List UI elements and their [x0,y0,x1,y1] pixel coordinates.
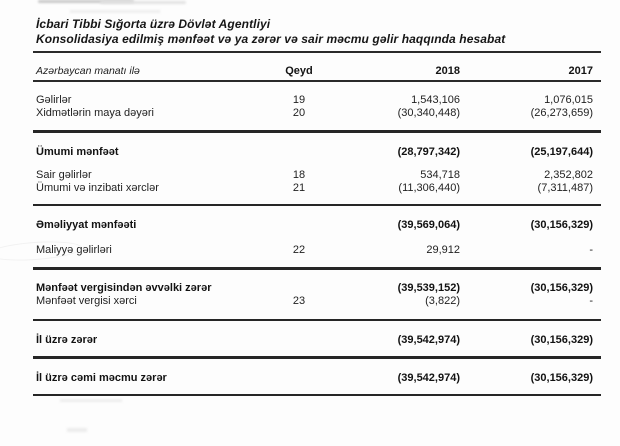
row-value-2018: (30,340,448) [397,107,460,119]
row-value-2018: (11,306,440) [398,181,460,194]
column-header-2017: 2017 [568,65,593,77]
row-value-2017: (7,311,487) [537,181,593,194]
section-divider [33,356,601,359]
table-row-finance-income [36,244,593,257]
row-value-2018: (39,539,152) [397,281,460,294]
table-row-total-comprehensive-loss [36,372,593,385]
table-row-other-income [36,169,593,182]
document-title: İcbari Tibbi Sığorta üzrə Dövlət Agentliyi [36,17,271,31]
row-value-2018: (39,569,064) [397,219,460,231]
table-row-loss-for-year [36,334,593,347]
row-label: Mənfəət vergisi xərci [36,294,137,307]
row-note [271,146,327,159]
row-label: Sair gəlirlər [36,168,92,181]
row-label: İl üzrə zərər [36,334,98,346]
row-value-2017: (30,156,329) [530,281,593,294]
table-header-row [36,65,593,78]
row-value-2018: (3,822) [425,294,460,307]
row-label: Ümumi və inzibati xərclər [36,181,159,194]
section-divider [33,319,601,322]
scan-artifact [60,399,122,402]
row-value-2017: (30,156,329) [530,371,593,384]
table-row-revenue [36,94,593,107]
row-label: Gəlirlər [36,94,72,106]
row-note: 20 [292,107,306,119]
column-header-2018: 2018 [435,65,460,77]
row-value-2017: (30,156,329) [530,334,593,346]
row-note [271,334,327,347]
table-row-operating-profit [36,219,593,232]
table-row-income-tax-expense [36,295,593,308]
table-row-admin-expenses [36,182,593,195]
row-value-2017: - [589,294,593,307]
row-value-2018: (28,797,342) [397,145,460,158]
row-label: Mənfəət vergisindən əvvəlki zərər [36,281,212,294]
scan-artifact [67,428,87,432]
column-header-currency: Azərbaycan manatı ilə [36,65,140,77]
row-value-2017: 2,352,802 [544,168,593,181]
row-value-2017: (25,197,644) [530,145,593,158]
row-value-2018: 29,912 [426,244,460,256]
row-note: 21 [292,181,306,194]
row-value-2018: 1,543,106 [411,94,460,106]
row-note: 23 [292,294,306,307]
section-divider [33,204,601,207]
column-header-note: Qeyd [285,65,313,77]
row-value-2017: - [589,244,593,256]
document-subtitle: Konsolidasiya edilmiş mənfəət və ya zərər və sair məcmu gəlir haqqında hesabat [36,31,506,46]
row-label: İl üzrə cəmi məcmu zərər [36,371,167,384]
row-value-2017: (30,156,329) [530,219,593,231]
row-note [271,219,327,232]
table-row-gross-profit [36,146,593,159]
row-note: 18 [292,168,306,181]
row-value-2018: 534,718 [420,168,460,181]
row-value-2018: (39,542,974) [397,334,460,346]
title-divider [33,51,601,53]
table-row-loss-before-tax [36,282,593,295]
row-note [271,372,327,385]
row-value-2017: 1,076,015 [544,94,593,106]
section-divider [33,267,601,270]
bottom-divider [33,394,601,397]
row-note: 19 [292,94,306,106]
row-value-2017: (26,273,659) [530,107,593,119]
row-value-2018: (39,542,974) [397,371,460,384]
row-label: Əməliyyat mənfəəti [36,219,137,231]
row-label: Maliyyə gəlirləri [36,244,112,256]
row-label: Ümumi mənfəət [36,145,119,158]
row-note [271,282,327,295]
table-row-cost-of-services [36,107,593,120]
row-label: Xidmətlərin maya dəyəri [36,107,154,119]
header-divider [33,80,601,82]
section-divider [33,130,601,133]
row-note: 22 [292,244,306,256]
